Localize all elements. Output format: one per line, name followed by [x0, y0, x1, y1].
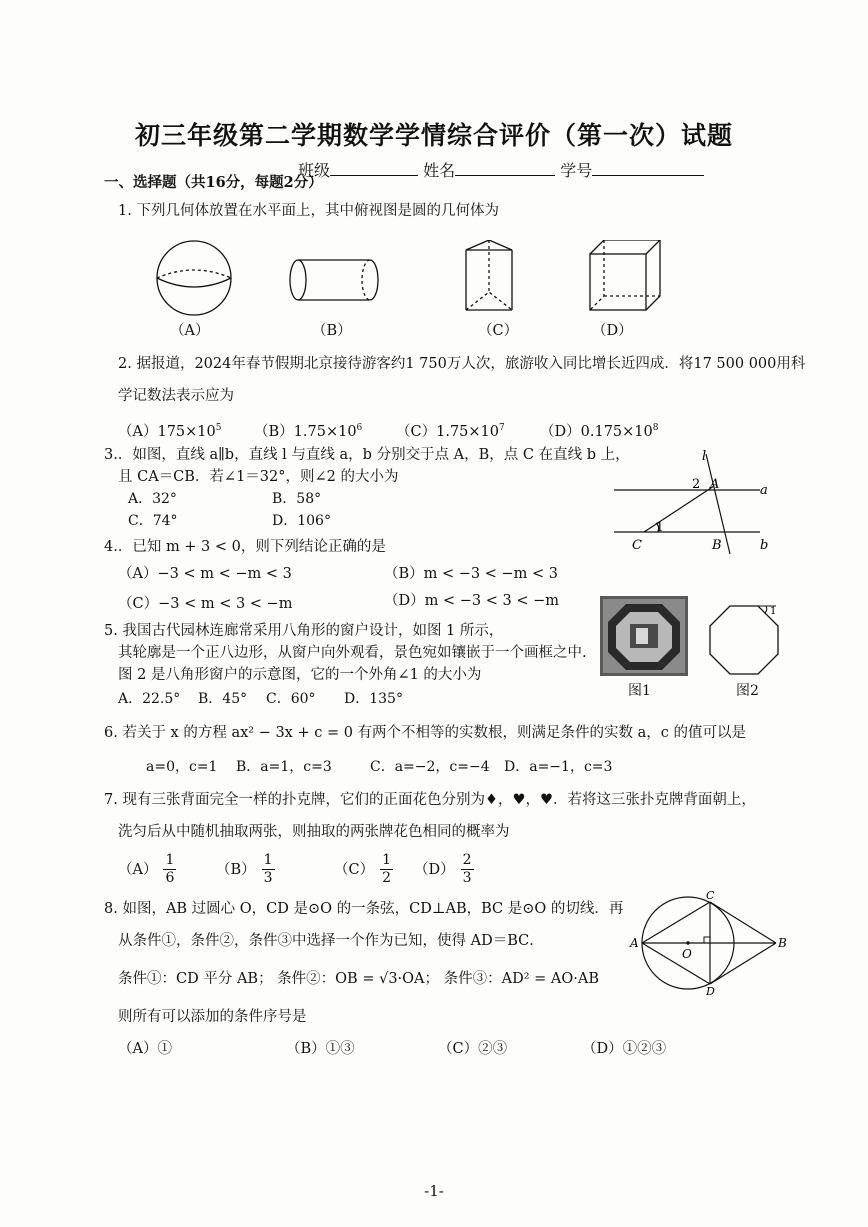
q2-option-b[interactable]	[254, 419, 362, 441]
frac-den: 3	[462, 870, 472, 886]
class-label: 班级	[298, 161, 331, 180]
segment-ca	[644, 486, 714, 532]
option-base: 1.75×10	[293, 423, 357, 440]
fig1-caption: 图1	[628, 683, 651, 699]
label-point-c: C	[632, 538, 642, 553]
segment-ac	[642, 902, 710, 943]
section-heading: 一、选择题（共16分，每题2分）	[104, 174, 323, 191]
q4-option-b[interactable]: （B）m < −3 < −m < 3	[384, 566, 559, 582]
q5-line1: 5. 我国古代园林连廊常采用八角形的窗户设计，如图 1 所示，	[104, 623, 504, 639]
label-b: B	[778, 936, 787, 950]
frac-den: 2	[382, 870, 392, 886]
student-info-line	[298, 158, 704, 181]
label-c: C	[706, 889, 715, 902]
q3-line2: 且 CA＝CB．若∠1＝32°，则∠2 的大小为	[118, 469, 399, 485]
q7-line1: 7. 现有三张背面完全一样的扑克牌，它们的正面花色分别为♦，♥，♥．若将这三张扑克牌背面朝上，	[104, 792, 756, 808]
q4-option-a[interactable]: （A）−3 < m < −m < 3	[118, 566, 292, 582]
page-title: 初三年级第二学期数学学情综合评价（第一次）试题	[134, 121, 733, 150]
option-label: （A）	[118, 423, 158, 440]
label-angle-2: 2	[692, 477, 701, 492]
option-label: （B）	[216, 861, 256, 878]
right-angle-mark	[704, 937, 710, 943]
q5-option-b[interactable]: B．45°	[198, 691, 248, 707]
q8-line1: 8. 如图，AB 过圆心 O，CD 是⊙O 的一条弦，CD⊥AB，BC 是⊙O 的切线．再	[104, 901, 624, 917]
class-blank[interactable]	[330, 161, 418, 176]
page-number: -1-	[424, 1182, 444, 1200]
q8-option-b[interactable]: （B）①③	[286, 1041, 355, 1057]
q5-line3: 图 2 是八角形窗户的示意图，它的一个外角∠1 的大小为	[118, 667, 482, 683]
q1-option-a[interactable]: （A）	[170, 323, 210, 339]
q8-line3: 条件①：CD 平分 AB； 条件②：OB = √3·OA； 条件③：AD² = AO·AB	[118, 971, 599, 987]
q6-option-b[interactable]: B．a=1，c=3	[236, 759, 332, 775]
q3-parallel-lines-figure	[610, 446, 775, 558]
q4-option-d[interactable]: （D）m < −3 < 3 < −m	[384, 593, 559, 609]
q2-option-a[interactable]	[118, 419, 222, 441]
q8-circle-tangent-figure	[626, 888, 792, 998]
option-base: 0.175×10	[580, 423, 653, 440]
q3-option-a[interactable]: A．32°	[128, 491, 177, 507]
q2-line2: 学记数法表示应为	[118, 388, 234, 404]
q7-option-d[interactable]	[414, 852, 474, 887]
frac-den: 3	[263, 870, 273, 886]
name-blank[interactable]	[455, 161, 555, 176]
q4-stem: 4.．已知 m + 3 < 0，则下列结论正确的是	[104, 539, 386, 555]
frac-den: 6	[165, 870, 175, 886]
q3-line1: 3.．如图，直线 a∥b，直线 l 与直线 a，b 分别交于点 A，B，点 C 在直线 b 上，	[104, 447, 630, 463]
cylinder-shape	[290, 260, 378, 300]
q6-stem: 6. 若关于 x 的方程 ax² − 3x + c = 0 有两个不相等的实数根，则满足条件的实数 a，c 的值可以是	[104, 725, 747, 741]
option-exp: 7	[499, 423, 505, 433]
option-label: （C）	[396, 423, 437, 440]
id-label: 学号	[560, 161, 593, 180]
q3-option-d[interactable]: D．106°	[272, 513, 331, 529]
q1-option-c[interactable]: （C）	[478, 323, 519, 339]
q2-option-d[interactable]	[540, 419, 659, 441]
option-exp: 8	[652, 423, 659, 433]
frac-num: 1	[382, 852, 392, 868]
option-label: （D）	[414, 861, 455, 878]
label-o: O	[682, 947, 692, 961]
q5-option-c[interactable]: C．60°	[266, 691, 316, 707]
label-angle-1: 1	[656, 520, 664, 534]
q1-stem: 1. 下列几何体放置在水平面上，其中俯视图是圆的几何体为	[118, 203, 499, 219]
q8-option-d[interactable]: （D）①②③	[582, 1041, 667, 1057]
q7-option-a[interactable]	[118, 852, 176, 887]
frac-num: 2	[462, 852, 472, 868]
label-point-b: B	[712, 538, 722, 553]
window-photo-image	[600, 596, 688, 676]
option-exp: 6	[356, 423, 363, 433]
q6-option-c[interactable]: C．a=−2，c=−4	[370, 759, 490, 775]
q5-option-d[interactable]: D．135°	[344, 691, 403, 707]
q8-option-a[interactable]: （A）①	[118, 1041, 172, 1057]
octagon-angle-label: 1	[770, 606, 777, 617]
octagon-figure	[702, 600, 786, 680]
sphere-shape	[157, 241, 231, 315]
q3-option-c[interactable]: C．74°	[128, 513, 178, 529]
q3-option-b[interactable]: B．58°	[272, 491, 322, 507]
q7-line2: 洗匀后从中随机抽取两张，则抽取的两张牌花色相同的概率为	[118, 824, 510, 840]
q1-option-d[interactable]: （D）	[592, 323, 633, 339]
label-point-a: A	[710, 477, 720, 492]
q4-option-c[interactable]: （C）−3 < m < 3 < −m	[118, 596, 293, 612]
label-d: D	[706, 985, 715, 998]
q8-line4: 则所有可以添加的条件序号是	[118, 1009, 307, 1025]
tangent-bc	[710, 902, 776, 943]
q6-option-a[interactable]: a=0，c=1	[146, 759, 218, 775]
q7-option-b[interactable]	[216, 852, 275, 887]
option-base: 1.75×10	[436, 423, 499, 440]
segment-bd	[710, 943, 776, 984]
center-o-dot	[686, 941, 690, 945]
option-base: 175×10	[157, 423, 216, 440]
q6-option-d[interactable]: D．a=−1，c=3	[504, 759, 613, 775]
label-l: l	[702, 449, 707, 464]
name-label: 姓名	[423, 161, 456, 180]
option-label: （D）	[540, 423, 581, 440]
option-label: （B）	[254, 423, 294, 440]
q1-option-b[interactable]: （B）	[312, 323, 352, 339]
id-blank[interactable]	[592, 161, 704, 176]
q5-line2: 其轮廓是一个正八边形，从窗户向外观看，景色宛如镶嵌于一个画框之中.	[118, 645, 587, 661]
q2-line1: 2. 据报道，2024年春节假期北京接待游客约1 750万人次，旅游收入同比增长近四成．将17 500 000用科	[118, 356, 806, 372]
segment-ad	[642, 943, 710, 984]
label-b: b	[760, 538, 769, 553]
q8-line2: 从条件①，条件②，条件③中选择一个作为已知，使得 AD＝BC．	[118, 933, 544, 949]
q7-option-c[interactable]	[334, 852, 393, 887]
q2-option-c[interactable]	[396, 419, 505, 441]
frac-num: 1	[263, 852, 273, 868]
q5-option-a[interactable]: A．22.5°	[118, 691, 181, 707]
option-exp: 5	[215, 423, 222, 433]
label-a: a	[760, 483, 768, 498]
triangular-prism-shape	[466, 240, 512, 310]
frac-num: 1	[165, 852, 175, 868]
fig2-caption: 图2	[736, 683, 759, 699]
option-label: （C）	[334, 861, 375, 878]
cube-shape	[590, 240, 660, 310]
q8-option-c[interactable]: （C）②③	[438, 1041, 508, 1057]
option-label: （A）	[118, 861, 158, 878]
label-a: A	[630, 936, 639, 950]
